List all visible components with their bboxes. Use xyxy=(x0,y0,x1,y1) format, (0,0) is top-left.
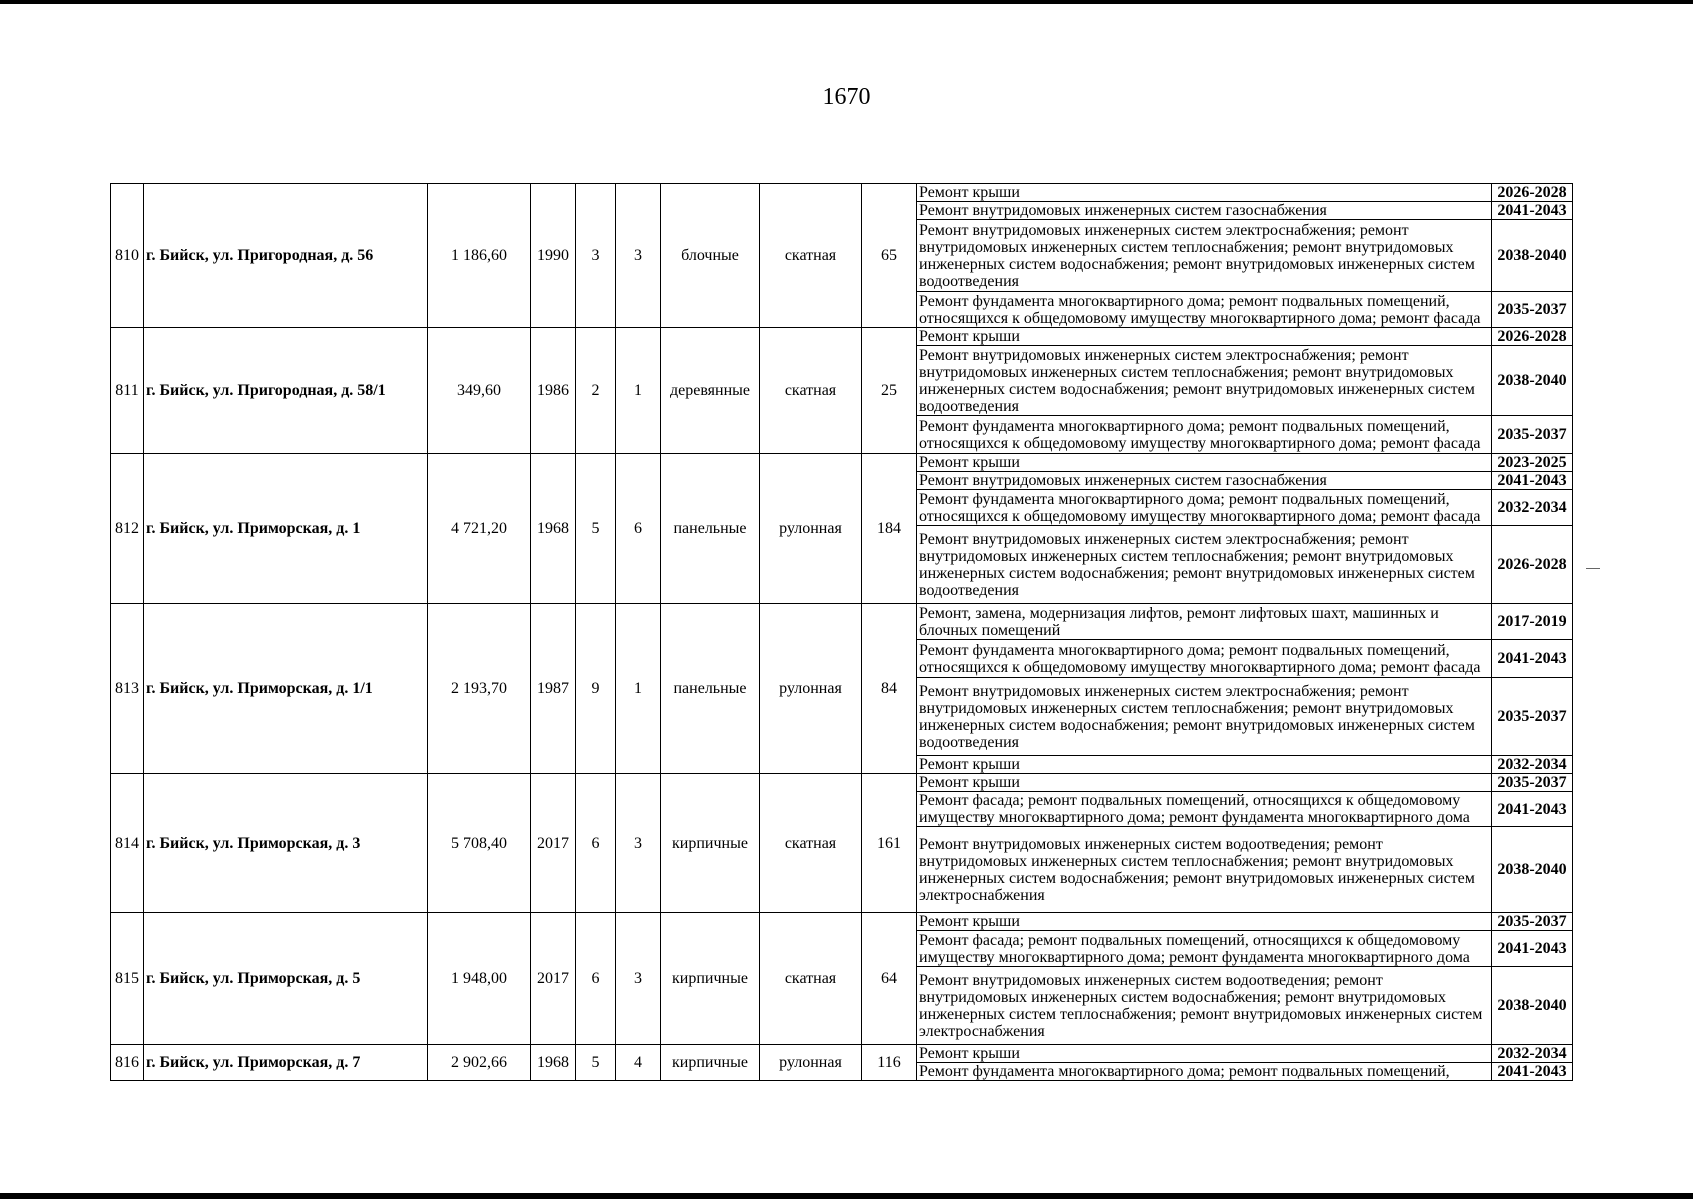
roof-type-cell: рулонная xyxy=(760,604,862,774)
repair-period-cell: 2041-2043 xyxy=(1492,640,1573,678)
scan-top-edge xyxy=(0,0,1693,4)
roof-type-cell: скатная xyxy=(760,328,862,454)
repair-period-cell: 2038-2040 xyxy=(1492,967,1573,1045)
repair-work-cell: Ремонт фундамента многоквартирного дома; ремонт подвальных помещений, относящихся к общедомовому имуществу многоквартирного дома; ремонт фасада xyxy=(917,292,1492,328)
wall-material-cell: кирпичные xyxy=(661,1045,760,1081)
repair-period-cell: 2023-2025 xyxy=(1492,454,1573,472)
residents-cell: 161 xyxy=(862,774,917,913)
table-row xyxy=(111,604,1573,640)
address-cell: г. Бийск, ул. Пригородная, д. 56 xyxy=(144,184,428,328)
roof-type-cell: скатная xyxy=(760,913,862,1045)
residents-cell: 64 xyxy=(862,913,917,1045)
table-row xyxy=(111,913,1573,931)
entrances-cell: 6 xyxy=(616,454,661,604)
house-number-cell: 811 xyxy=(111,328,144,454)
area-cell: 2 902,66 xyxy=(428,1045,531,1081)
repair-work-cell: Ремонт крыши xyxy=(917,756,1492,774)
entrances-cell: 1 xyxy=(616,604,661,774)
roof-type-cell: скатная xyxy=(760,774,862,913)
house-number-cell: 813 xyxy=(111,604,144,774)
wall-material-cell: блочные xyxy=(661,184,760,328)
area-cell: 1 948,00 xyxy=(428,913,531,1045)
repair-period-cell: 2035-2037 xyxy=(1492,774,1573,792)
entrances-cell: 1 xyxy=(616,328,661,454)
repair-period-cell: 2026-2028 xyxy=(1492,526,1573,604)
floors-cell: 9 xyxy=(576,604,616,774)
year-built-cell: 2017 xyxy=(531,913,576,1045)
repair-period-cell: 2035-2037 xyxy=(1492,416,1573,454)
repair-work-cell: Ремонт внутридомовых инженерных систем водоотведения; ремонт внутридомовых инженерных систем водоснабжения; ремонт внутридомовых инженерных систем теплоснабжения; ремонт внутридомовых инженерных систем электроснабжения xyxy=(917,967,1492,1045)
repair-period-cell: 2017-2019 xyxy=(1492,604,1573,640)
repair-work-cell: Ремонт фундамента многоквартирного дома; ремонт подвальных помещений, относящихся к общедомовому имуществу многоквартирного дома; ремонт фасада xyxy=(917,640,1492,678)
page-number: 1670 xyxy=(822,84,871,110)
table-row xyxy=(111,1045,1573,1063)
floors-cell: 6 xyxy=(576,913,616,1045)
repair-work-cell: Ремонт крыши xyxy=(917,1045,1492,1063)
entrances-cell: 3 xyxy=(616,774,661,913)
repair-work-cell: Ремонт фундамента многоквартирного дома; ремонт подвальных помещений, xyxy=(917,1063,1492,1081)
repair-period-cell: 2041-2043 xyxy=(1492,931,1573,967)
repair-period-cell: 2041-2043 xyxy=(1492,792,1573,827)
address-cell: г. Бийск, ул. Приморская, д. 5 xyxy=(144,913,428,1045)
house-number-cell: 815 xyxy=(111,913,144,1045)
scan-bottom-edge xyxy=(0,1193,1693,1199)
repair-work-cell: Ремонт внутридомовых инженерных систем электроснабжения; ремонт внутридомовых инженерных систем теплоснабжения; ремонт внутридомовых инженерных систем водоснабжения; ремонт внутридомовых инженерных систем водоотведения xyxy=(917,220,1492,292)
address-cell: г. Бийск, ул. Приморская, д. 3 xyxy=(144,774,428,913)
year-built-cell: 1990 xyxy=(531,184,576,328)
repair-period-cell: 2035-2037 xyxy=(1492,678,1573,756)
repair-period-cell: 2038-2040 xyxy=(1492,220,1573,292)
repair-work-cell: Ремонт внутридомовых инженерных систем электроснабжения; ремонт внутридомовых инженерных систем теплоснабжения; ремонт внутридомовых инженерных систем водоснабжения; ремонт внутридомовых инженерных систем водоотведения xyxy=(917,346,1492,416)
address-cell: г. Бийск, ул. Приморская, д. 1 xyxy=(144,454,428,604)
house-number-cell: 814 xyxy=(111,774,144,913)
wall-material-cell: панельные xyxy=(661,454,760,604)
repair-work-cell: Ремонт фасада; ремонт подвальных помещений, относящихся к общедомовому имуществу многоквартирного дома; ремонт фундамента многоквартирного дома xyxy=(917,792,1492,827)
wall-material-cell: кирпичные xyxy=(661,774,760,913)
repair-work-cell: Ремонт внутридомовых инженерных систем водоотведения; ремонт внутридомовых инженерных систем теплоснабжения; ремонт внутридомовых инженерных систем водоснабжения; ремонт внутридомовых инженерных систем электроснабжения xyxy=(917,827,1492,913)
repair-period-cell: 2035-2037 xyxy=(1492,913,1573,931)
repair-work-cell: Ремонт крыши xyxy=(917,454,1492,472)
entrances-cell: 3 xyxy=(616,184,661,328)
floors-cell: 5 xyxy=(576,1045,616,1081)
repair-work-cell: Ремонт внутридомовых инженерных систем электроснабжения; ремонт внутридомовых инженерных систем теплоснабжения; ремонт внутридомовых инженерных систем водоснабжения; ремонт внутридомовых инженерных систем водоотведения xyxy=(917,678,1492,756)
repair-work-cell: Ремонт фундамента многоквартирного дома; ремонт подвальных помещений, относящихся к общедомовому имуществу многоквартирного дома; ремонт фасада xyxy=(917,416,1492,454)
repair-period-cell: 2026-2028 xyxy=(1492,328,1573,346)
year-built-cell: 1968 xyxy=(531,454,576,604)
residents-cell: 184 xyxy=(862,454,917,604)
entrances-cell: 4 xyxy=(616,1045,661,1081)
address-cell: г. Бийск, ул. Приморская, д. 1/1 xyxy=(144,604,428,774)
table-row xyxy=(111,774,1573,792)
residents-cell: 116 xyxy=(862,1045,917,1081)
repair-work-cell: Ремонт крыши xyxy=(917,328,1492,346)
repair-period-cell: 2041-2043 xyxy=(1492,472,1573,490)
area-cell: 1 186,60 xyxy=(428,184,531,328)
roof-type-cell: рулонная xyxy=(760,454,862,604)
table-body xyxy=(111,184,1573,1081)
floors-cell: 2 xyxy=(576,328,616,454)
housing-repair-table xyxy=(110,183,1573,1081)
repair-work-cell: Ремонт фасада; ремонт подвальных помещений, относящихся к общедомовому имуществу многоквартирного дома; ремонт фундамента многоквартирного дома xyxy=(917,931,1492,967)
repair-work-cell: Ремонт фундамента многоквартирного дома; ремонт подвальных помещений, относящихся к общедомовому имуществу многоквартирного дома; ремонт фасада xyxy=(917,490,1492,526)
table-row xyxy=(111,184,1573,202)
year-built-cell: 2017 xyxy=(531,774,576,913)
year-built-cell: 1968 xyxy=(531,1045,576,1081)
floors-cell: 3 xyxy=(576,184,616,328)
repair-work-cell: Ремонт крыши xyxy=(917,913,1492,931)
repair-period-cell: 2041-2043 xyxy=(1492,202,1573,220)
floors-cell: 5 xyxy=(576,454,616,604)
repair-period-cell: 2026-2028 xyxy=(1492,184,1573,202)
repair-period-cell: 2038-2040 xyxy=(1492,827,1573,913)
address-cell: г. Бийск, ул. Пригородная, д. 58/1 xyxy=(144,328,428,454)
repair-work-cell: Ремонт крыши xyxy=(917,184,1492,202)
repair-period-cell: 2032-2034 xyxy=(1492,1045,1573,1063)
wall-material-cell: деревянные xyxy=(661,328,760,454)
repair-period-cell: 2032-2034 xyxy=(1492,756,1573,774)
area-cell: 5 708,40 xyxy=(428,774,531,913)
house-number-cell: 816 xyxy=(111,1045,144,1081)
repair-period-cell: 2035-2037 xyxy=(1492,292,1573,328)
address-cell: г. Бийск, ул. Приморская, д. 7 xyxy=(144,1045,428,1081)
house-number-cell: 810 xyxy=(111,184,144,328)
repair-work-cell: Ремонт, замена, модернизация лифтов, ремонт лифтовых шахт, машинных и блочных помещений xyxy=(917,604,1492,640)
residents-cell: 25 xyxy=(862,328,917,454)
repair-work-cell: Ремонт внутридомовых инженерных систем газоснабжения xyxy=(917,472,1492,490)
repair-period-cell: 2032-2034 xyxy=(1492,490,1573,526)
residents-cell: 65 xyxy=(862,184,917,328)
repair-work-cell: Ремонт крыши xyxy=(917,774,1492,792)
table-row xyxy=(111,454,1573,472)
floors-cell: 6 xyxy=(576,774,616,913)
residents-cell: 84 xyxy=(862,604,917,774)
year-built-cell: 1987 xyxy=(531,604,576,774)
wall-material-cell: панельные xyxy=(661,604,760,774)
repair-work-cell: Ремонт внутридомовых инженерных систем газоснабжения xyxy=(917,202,1492,220)
area-cell: 2 193,70 xyxy=(428,604,531,774)
entrances-cell: 3 xyxy=(616,913,661,1045)
roof-type-cell: рулонная xyxy=(760,1045,862,1081)
repair-period-cell: 2038-2040 xyxy=(1492,346,1573,416)
wall-material-cell: кирпичные xyxy=(661,913,760,1045)
area-cell: 349,60 xyxy=(428,328,531,454)
table-row xyxy=(111,328,1573,346)
roof-type-cell: скатная xyxy=(760,184,862,328)
repair-period-cell: 2041-2043 xyxy=(1492,1063,1573,1081)
year-built-cell: 1986 xyxy=(531,328,576,454)
area-cell: 4 721,20 xyxy=(428,454,531,604)
scan-margin-mark xyxy=(1586,568,1600,569)
repair-work-cell: Ремонт внутридомовых инженерных систем электроснабжения; ремонт внутридомовых инженерных систем теплоснабжения; ремонт внутридомовых инженерных систем водоснабжения; ремонт внутридомовых инженерных систем водоотведения xyxy=(917,526,1492,604)
house-number-cell: 812 xyxy=(111,454,144,604)
